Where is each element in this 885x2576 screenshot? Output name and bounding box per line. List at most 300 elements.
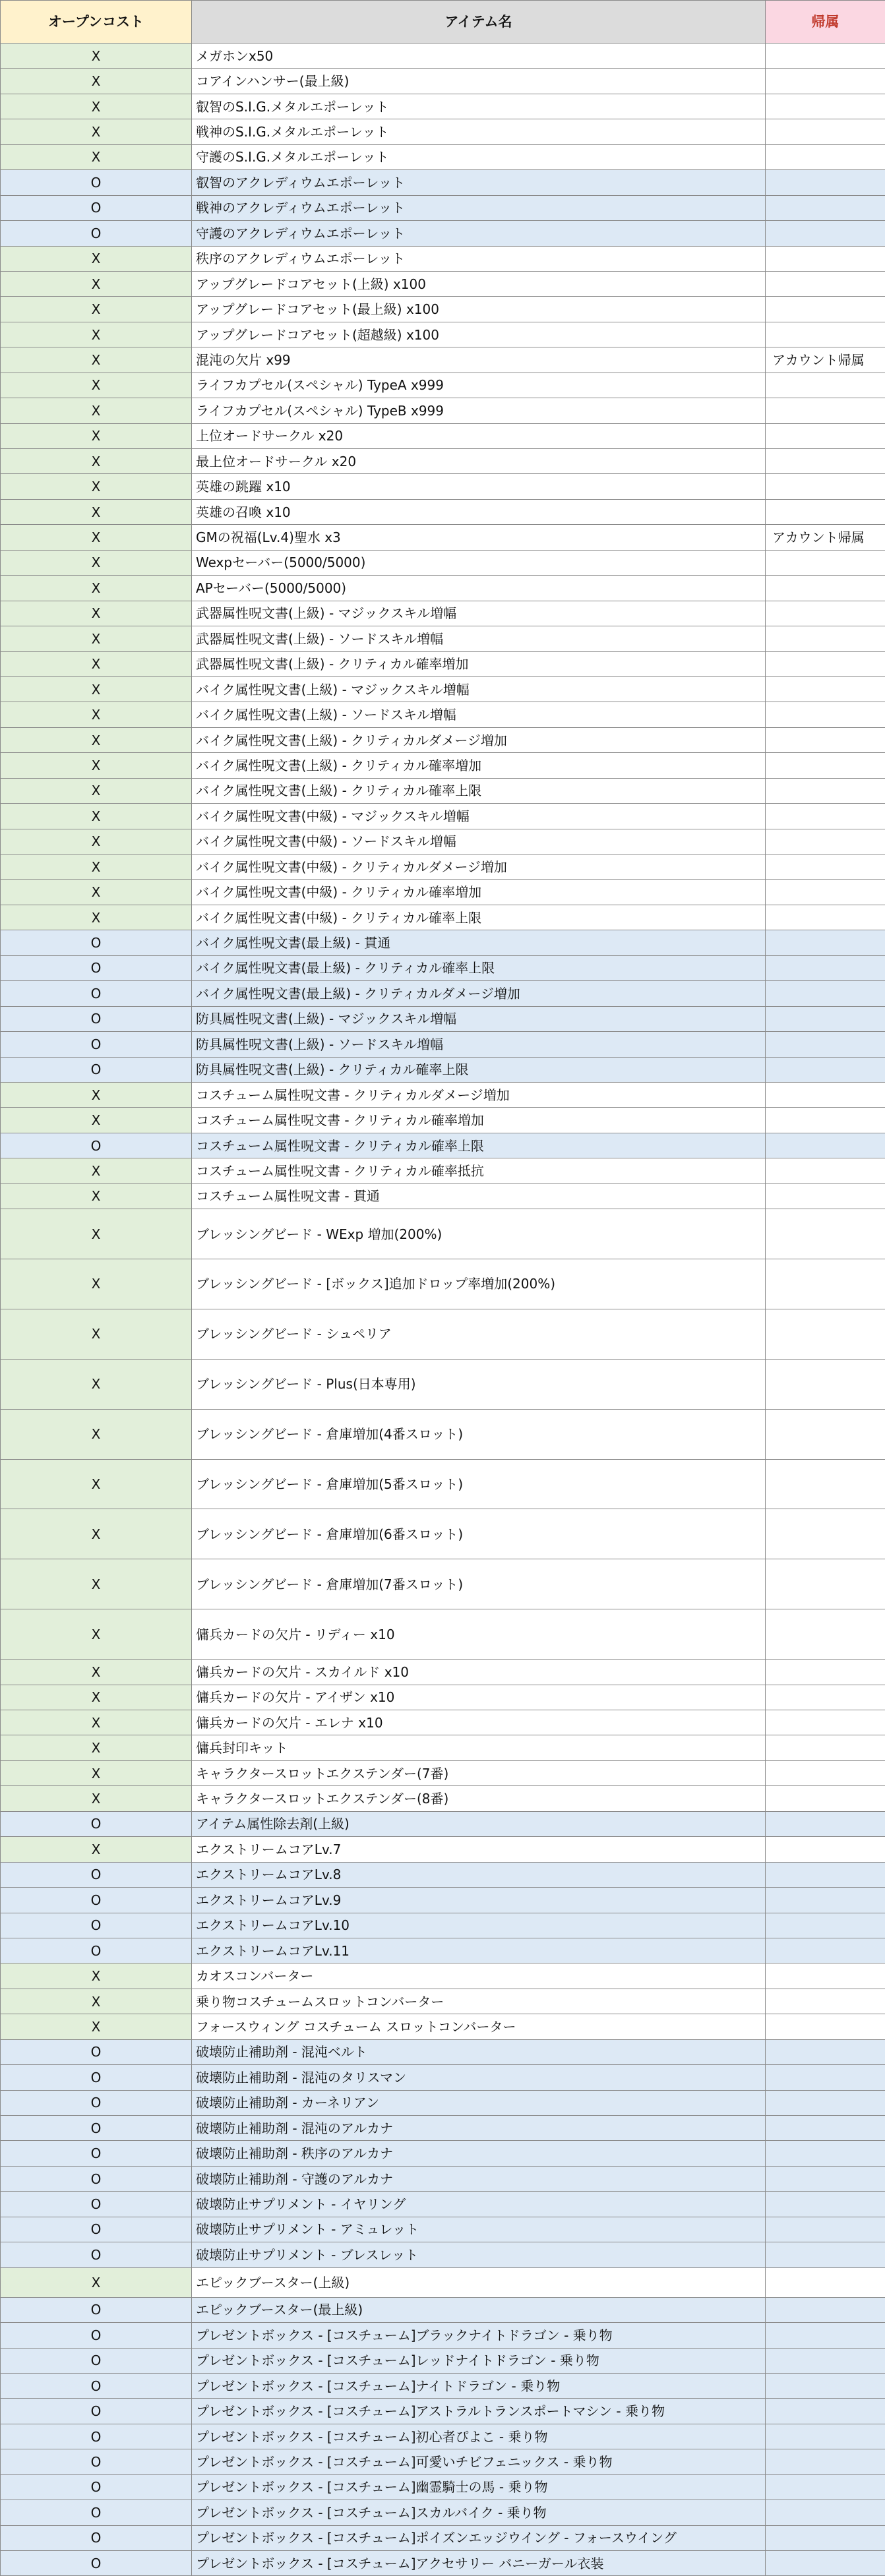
table-row [1, 1559, 885, 1609]
item-name-cell: 乗り物コスチュームスロットコンバーター [192, 1989, 766, 2014]
table-row [1, 829, 885, 854]
item-name-cell: GMの祝福(Lv.4)聖水 x3 [192, 525, 766, 550]
table-row [1, 2323, 885, 2348]
open-cost-cell: X [1, 271, 192, 296]
item-name-cell: エピックブースター(上級) [192, 2267, 766, 2297]
header-item-name: アイテム名 [192, 1, 766, 44]
binding-cell [766, 1811, 885, 1836]
item-name-cell: 混沌の欠片 x99 [192, 347, 766, 373]
binding-cell [766, 1609, 885, 1660]
binding-cell [766, 676, 885, 702]
item-name-cell: エクストリームコアLv.10 [192, 1913, 766, 1938]
binding-cell [766, 2039, 885, 2064]
item-name-cell: フォースウィング コスチューム スロットコンバーター [192, 2014, 766, 2039]
binding-cell [766, 499, 885, 524]
binding-cell [766, 2348, 885, 2373]
table-row [1, 1609, 885, 1660]
table-row [1, 727, 885, 752]
table-row [1, 930, 885, 955]
item-name-cell: ライフカプセル(スペシャル) TypeB x999 [192, 398, 766, 423]
item-name-cell: 破壊防止サプリメント - ブレスレット [192, 2242, 766, 2267]
open-cost-cell: X [1, 297, 192, 322]
table-row [1, 1158, 885, 1183]
open-cost-cell: O [1, 2525, 192, 2550]
open-cost-cell: O [1, 2242, 192, 2267]
item-name-cell: 防具属性呪文書(上級) - クリティカル確率上限 [192, 1057, 766, 1082]
open-cost-cell: O [1, 981, 192, 1006]
header-binding: 帰属 [766, 1, 885, 44]
item-name-cell: 破壊防止補助剤 - 混沌のアルカナ [192, 2116, 766, 2141]
open-cost-cell: X [1, 753, 192, 778]
item-name-cell: 破壊防止サプリメント - イヤリング [192, 2192, 766, 2217]
binding-cell [766, 1888, 885, 1913]
binding-cell [766, 753, 885, 778]
open-cost-cell: O [1, 2217, 192, 2242]
table-row [1, 854, 885, 880]
binding-cell [766, 702, 885, 727]
open-cost-cell: X [1, 1710, 192, 1735]
binding-cell [766, 576, 885, 601]
item-name-cell: コスチューム属性呪文書 - クリティカル確率増加 [192, 1108, 766, 1133]
binding-cell [766, 2166, 885, 2191]
open-cost-cell: X [1, 727, 192, 752]
item-name-cell: カオスコンバーター [192, 1963, 766, 1989]
item-name-cell: バイク属性呪文書(上級) - クリティカルダメージ増加 [192, 727, 766, 752]
table-row [1, 2474, 885, 2500]
open-cost-cell: X [1, 246, 192, 271]
open-cost-cell: X [1, 1409, 192, 1459]
open-cost-cell: O [1, 2065, 192, 2090]
open-cost-cell: X [1, 449, 192, 474]
table-row [1, 271, 885, 296]
table-row [1, 880, 885, 905]
binding-cell [766, 246, 885, 271]
table-row [1, 246, 885, 271]
table-row [1, 1459, 885, 1509]
open-cost-cell: X [1, 1660, 192, 1685]
table-row [1, 2090, 885, 2115]
open-cost-cell: X [1, 1963, 192, 1989]
table-row [1, 2014, 885, 2039]
table-row [1, 44, 885, 69]
open-cost-cell: O [1, 1938, 192, 1963]
item-name-cell: エクストリームコアLv.9 [192, 1888, 766, 1913]
table-row [1, 1359, 885, 1409]
table-row [1, 1006, 885, 1031]
binding-cell [766, 1359, 885, 1409]
open-cost-cell: O [1, 2323, 192, 2348]
item-name-cell: プレゼントボックス - [コスチューム]ブラックナイトドラゴン - 乗り物 [192, 2323, 766, 2348]
table-row [1, 1888, 885, 1913]
item-name-cell: 武器属性呪文書(上級) - マジックスキル増幅 [192, 601, 766, 626]
open-cost-cell: X [1, 2014, 192, 2039]
item-name-cell: 防具属性呪文書(上級) - マジックスキル増幅 [192, 1006, 766, 1031]
open-cost-cell: X [1, 1209, 192, 1259]
item-name-cell: バイク属性呪文書(最上級) - クリティカルダメージ増加 [192, 981, 766, 1006]
open-cost-cell: X [1, 601, 192, 626]
table-row [1, 1837, 885, 1862]
item-name-cell: コスチューム属性呪文書 - クリティカル確率上限 [192, 1133, 766, 1158]
item-name-cell: 武器属性呪文書(上級) - クリティカル確率増加 [192, 651, 766, 676]
header-open-cost: オープンコスト [1, 1, 192, 44]
table-row [1, 144, 885, 169]
open-cost-cell: X [1, 44, 192, 69]
open-cost-cell: X [1, 398, 192, 423]
table-row [1, 1963, 885, 1989]
open-cost-cell: X [1, 2267, 192, 2297]
item-name-cell: バイク属性呪文書(上級) - クリティカル確率上限 [192, 778, 766, 803]
table-row [1, 2348, 885, 2373]
item-name-cell: 叡智のアクレディウムエポーレット [192, 170, 766, 195]
item-name-cell: プレゼントボックス - [コスチューム]幽霊騎士の馬 - 乗り物 [192, 2474, 766, 2500]
open-cost-cell: O [1, 930, 192, 955]
item-name-cell: アイテム属性除去剤(上級) [192, 1811, 766, 1836]
open-cost-cell: O [1, 2141, 192, 2166]
binding-cell [766, 373, 885, 398]
binding-cell [766, 651, 885, 676]
item-name-cell: APセーバー(5000/5000) [192, 576, 766, 601]
binding-cell [766, 981, 885, 1006]
binding-cell [766, 170, 885, 195]
binding-cell [766, 2297, 885, 2322]
binding-cell [766, 44, 885, 69]
binding-cell [766, 804, 885, 829]
binding-cell [766, 2551, 885, 2576]
open-cost-cell: X [1, 804, 192, 829]
binding-cell [766, 1108, 885, 1133]
item-name-cell: コスチューム属性呪文書 - 貫通 [192, 1183, 766, 1209]
open-cost-cell: X [1, 525, 192, 550]
table-row [1, 1057, 885, 1082]
item-name-cell: バイク属性呪文書(上級) - ソードスキル増幅 [192, 702, 766, 727]
item-name-cell: エピックブースター(最上級) [192, 2297, 766, 2322]
binding-cell [766, 1710, 885, 1735]
table-row [1, 373, 885, 398]
open-cost-cell: O [1, 955, 192, 980]
open-cost-cell: X [1, 94, 192, 119]
open-cost-cell: X [1, 905, 192, 930]
binding-cell [766, 1963, 885, 1989]
binding-cell [766, 1082, 885, 1107]
table-row [1, 778, 885, 803]
open-cost-cell: O [1, 1811, 192, 1836]
open-cost-cell: X [1, 1359, 192, 1409]
item-name-cell: プレゼントボックス - [コスチューム]ナイトドラゴン - 乗り物 [192, 2373, 766, 2398]
table-row [1, 2551, 885, 2576]
binding-cell [766, 1862, 885, 1887]
item-name-cell: アップグレードコアセット(最上級) x100 [192, 297, 766, 322]
open-cost-cell: X [1, 651, 192, 676]
item-name-cell: プレゼントボックス - [コスチューム]アクセサリー バニーガール衣装 [192, 2551, 766, 2576]
open-cost-cell: X [1, 1158, 192, 1183]
item-name-cell: バイク属性呪文書(上級) - クリティカル確率増加 [192, 753, 766, 778]
binding-cell [766, 2116, 885, 2141]
item-name-cell: コアインハンサー(最上級) [192, 69, 766, 94]
table-row [1, 1660, 885, 1685]
item-name-cell: キャラクタースロットエクステンダー(7番) [192, 1760, 766, 1785]
item-name-cell: Wexpセーバー(5000/5000) [192, 550, 766, 575]
binding-cell [766, 2525, 885, 2550]
open-cost-cell: X [1, 423, 192, 448]
open-cost-cell: O [1, 2399, 192, 2424]
open-cost-cell: O [1, 1913, 192, 1938]
table-row [1, 1082, 885, 1107]
open-cost-cell: X [1, 373, 192, 398]
open-cost-cell: X [1, 1837, 192, 1862]
binding-cell [766, 1459, 885, 1509]
item-name-cell: ブレッシングビード - 倉庫増加(4番スロット) [192, 1409, 766, 1459]
item-name-cell: エクストリームコアLv.8 [192, 1862, 766, 1887]
table-row [1, 1989, 885, 2014]
binding-cell: アカウント帰属 [766, 347, 885, 373]
open-cost-cell: O [1, 1032, 192, 1057]
binding-cell [766, 601, 885, 626]
table-row [1, 221, 885, 246]
item-name-cell: 傭兵カードの欠片 - アイザン x10 [192, 1685, 766, 1710]
item-name-cell: コスチューム属性呪文書 - クリティカル確率抵抗 [192, 1158, 766, 1183]
item-name-cell: ブレッシングビード - [ボックス]追加ドロップ率増加(200%) [192, 1259, 766, 1309]
item-name-cell: バイク属性呪文書(中級) - クリティカルダメージ増加 [192, 854, 766, 880]
item-name-cell: ブレッシングビード - WExp 増加(200%) [192, 1209, 766, 1259]
table-row [1, 170, 885, 195]
binding-cell [766, 1183, 885, 1209]
open-cost-cell: O [1, 2424, 192, 2449]
item-name-cell: アップグレードコアセット(超越級) x100 [192, 322, 766, 347]
table-row [1, 1735, 885, 1760]
open-cost-cell: X [1, 576, 192, 601]
item-name-cell: 英雄の召喚 x10 [192, 499, 766, 524]
binding-cell [766, 2474, 885, 2500]
open-cost-cell: O [1, 221, 192, 246]
binding-cell [766, 1259, 885, 1309]
open-cost-cell: O [1, 1862, 192, 1887]
binding-cell [766, 2090, 885, 2115]
binding-cell [766, 2014, 885, 2039]
item-name-cell: 破壊防止補助剤 - カーネリアン [192, 2090, 766, 2115]
item-name-cell: バイク属性呪文書(最上級) - 貫通 [192, 930, 766, 955]
table-row [1, 576, 885, 601]
open-cost-cell: X [1, 778, 192, 803]
open-cost-cell: O [1, 2373, 192, 2398]
item-name-cell: 戦神のS.I.G.メタルエポーレット [192, 119, 766, 144]
table-row [1, 2399, 885, 2424]
item-name-cell: 上位オードサークル x20 [192, 423, 766, 448]
item-name-cell: メガホンx50 [192, 44, 766, 69]
open-cost-cell: X [1, 119, 192, 144]
table-row [1, 297, 885, 322]
open-cost-cell: X [1, 702, 192, 727]
item-name-cell: 傭兵封印キット [192, 1735, 766, 1760]
open-cost-cell: X [1, 1559, 192, 1609]
binding-cell [766, 626, 885, 651]
open-cost-cell: O [1, 1006, 192, 1031]
table-row [1, 753, 885, 778]
binding-cell [766, 271, 885, 296]
open-cost-cell: O [1, 1888, 192, 1913]
header-row [1, 1, 885, 44]
item-name-cell: プレゼントボックス - [コスチューム]初心者ぴよこ - 乗り物 [192, 2424, 766, 2449]
table-row [1, 1710, 885, 1735]
item-name-cell: 戦神のアクレディウムエポーレット [192, 195, 766, 220]
item-name-cell: プレゼントボックス - [コスチューム]レッドナイトドラゴン - 乗り物 [192, 2348, 766, 2373]
open-cost-cell: O [1, 2166, 192, 2191]
table-row [1, 1259, 885, 1309]
item-name-cell: 破壊防止補助剤 - 守護のアルカナ [192, 2166, 766, 2191]
item-name-cell: バイク属性呪文書(上級) - マジックスキル増幅 [192, 676, 766, 702]
table-row [1, 2141, 885, 2166]
item-name-cell: ブレッシングビード - Plus(日本専用) [192, 1359, 766, 1409]
table-row [1, 1133, 885, 1158]
table-row [1, 2267, 885, 2297]
item-name-cell: エクストリームコアLv.7 [192, 1837, 766, 1862]
open-cost-cell: X [1, 550, 192, 575]
binding-cell [766, 1660, 885, 1685]
item-name-cell: ライフカプセル(スペシャル) TypeA x999 [192, 373, 766, 398]
binding-cell [766, 474, 885, 499]
table-row [1, 1811, 885, 1836]
binding-cell [766, 2065, 885, 2090]
item-name-cell: 破壊防止補助剤 - 混沌ベルト [192, 2039, 766, 2064]
open-cost-cell: X [1, 1183, 192, 1209]
open-cost-cell: O [1, 2297, 192, 2322]
binding-cell [766, 1786, 885, 1811]
binding-cell: アカウント帰属 [766, 525, 885, 550]
open-cost-cell: X [1, 854, 192, 880]
binding-cell [766, 2399, 885, 2424]
item-name-cell: キャラクタースロットエクステンダー(8番) [192, 1786, 766, 1811]
item-name-cell: ブレッシングビード - 倉庫増加(5番スロット) [192, 1459, 766, 1509]
table-row [1, 2242, 885, 2267]
binding-cell [766, 1209, 885, 1259]
binding-cell [766, 1913, 885, 1938]
table-row [1, 2424, 885, 2449]
open-cost-cell: X [1, 829, 192, 854]
binding-cell [766, 1133, 885, 1158]
table-row [1, 2525, 885, 2550]
binding-cell [766, 1735, 885, 1760]
binding-cell [766, 1837, 885, 1862]
binding-cell [766, 2500, 885, 2525]
binding-cell [766, 955, 885, 980]
table-row [1, 423, 885, 448]
binding-cell [766, 1057, 885, 1082]
binding-cell [766, 119, 885, 144]
item-name-cell: バイク属性呪文書(中級) - クリティカル確率増加 [192, 880, 766, 905]
table-row [1, 499, 885, 524]
open-cost-cell: O [1, 2474, 192, 2500]
table-row [1, 1183, 885, 1209]
open-cost-cell: X [1, 1509, 192, 1559]
open-cost-cell: O [1, 2449, 192, 2474]
table-row [1, 955, 885, 980]
item-name-cell: 傭兵カードの欠片 - リディー x10 [192, 1609, 766, 1660]
open-cost-cell: X [1, 1760, 192, 1785]
binding-cell [766, 297, 885, 322]
binding-cell [766, 1158, 885, 1183]
binding-cell [766, 1760, 885, 1785]
table-row [1, 2065, 885, 2090]
item-name-cell: コスチューム属性呪文書 - クリティカルダメージ増加 [192, 1082, 766, 1107]
open-cost-cell: X [1, 1259, 192, 1309]
item-name-cell: バイク属性呪文書(中級) - マジックスキル増幅 [192, 804, 766, 829]
table-row [1, 981, 885, 1006]
binding-cell [766, 144, 885, 169]
table-row [1, 1108, 885, 1133]
item-name-cell: 防具属性呪文書(上級) - ソードスキル増幅 [192, 1032, 766, 1057]
open-cost-cell: X [1, 1786, 192, 1811]
open-cost-cell: O [1, 2116, 192, 2141]
item-name-cell: 叡智のS.I.G.メタルエポーレット [192, 94, 766, 119]
binding-cell [766, 1309, 885, 1359]
binding-cell [766, 905, 885, 930]
table-row [1, 2500, 885, 2525]
open-cost-cell: X [1, 474, 192, 499]
open-cost-cell: X [1, 1685, 192, 1710]
binding-cell [766, 2217, 885, 2242]
item-name-cell: ブレッシングビード - 倉庫増加(6番スロット) [192, 1509, 766, 1559]
table-row [1, 1309, 885, 1359]
item-name-cell: 傭兵カードの欠片 - エレナ x10 [192, 1710, 766, 1735]
open-cost-cell: X [1, 1309, 192, 1359]
table-row [1, 1760, 885, 1785]
item-name-cell: バイク属性呪文書(最上級) - クリティカル確率上限 [192, 955, 766, 980]
binding-cell [766, 2242, 885, 2267]
open-cost-cell: X [1, 347, 192, 373]
item-name-cell: 武器属性呪文書(上級) - ソードスキル増幅 [192, 626, 766, 651]
open-cost-cell: X [1, 69, 192, 94]
table-row [1, 676, 885, 702]
table-row [1, 449, 885, 474]
binding-cell [766, 854, 885, 880]
open-cost-cell: X [1, 1459, 192, 1509]
binding-cell [766, 221, 885, 246]
table-row [1, 2039, 885, 2064]
table-row [1, 69, 885, 94]
item-name-cell: 傭兵カードの欠片 - スカイルド x10 [192, 1660, 766, 1685]
item-name-cell: 破壊防止サプリメント - アミュレット [192, 2217, 766, 2242]
item-name-cell: 守護のS.I.G.メタルエポーレット [192, 144, 766, 169]
item-name-cell: アップグレードコアセット(上級) x100 [192, 271, 766, 296]
table-row [1, 1409, 885, 1459]
open-cost-cell: X [1, 322, 192, 347]
table-row [1, 651, 885, 676]
table-row [1, 804, 885, 829]
open-cost-cell: O [1, 170, 192, 195]
item-name-cell: バイク属性呪文書(中級) - クリティカル確率上限 [192, 905, 766, 930]
binding-cell [766, 2373, 885, 2398]
item-name-cell: プレゼントボックス - [コスチューム]アストラルトランスポートマシン - 乗り物 [192, 2399, 766, 2424]
table-row [1, 347, 885, 373]
open-cost-cell: X [1, 499, 192, 524]
table-row [1, 601, 885, 626]
item-name-cell: プレゼントボックス - [コスチューム]ポイズンエッジウイング - フォースウイング [192, 2525, 766, 2550]
table-row [1, 94, 885, 119]
binding-cell [766, 94, 885, 119]
open-cost-cell: X [1, 144, 192, 169]
item-name-cell: 守護のアクレディウムエポーレット [192, 221, 766, 246]
binding-cell [766, 322, 885, 347]
item-name-cell: 破壊防止補助剤 - 混沌のタリスマン [192, 2065, 766, 2090]
binding-cell [766, 423, 885, 448]
table-row [1, 2373, 885, 2398]
open-cost-cell: X [1, 1735, 192, 1760]
table-row [1, 2217, 885, 2242]
open-cost-cell: X [1, 626, 192, 651]
table-row [1, 1938, 885, 1963]
open-cost-cell: O [1, 1057, 192, 1082]
binding-cell [766, 2323, 885, 2348]
open-cost-cell: X [1, 1082, 192, 1107]
